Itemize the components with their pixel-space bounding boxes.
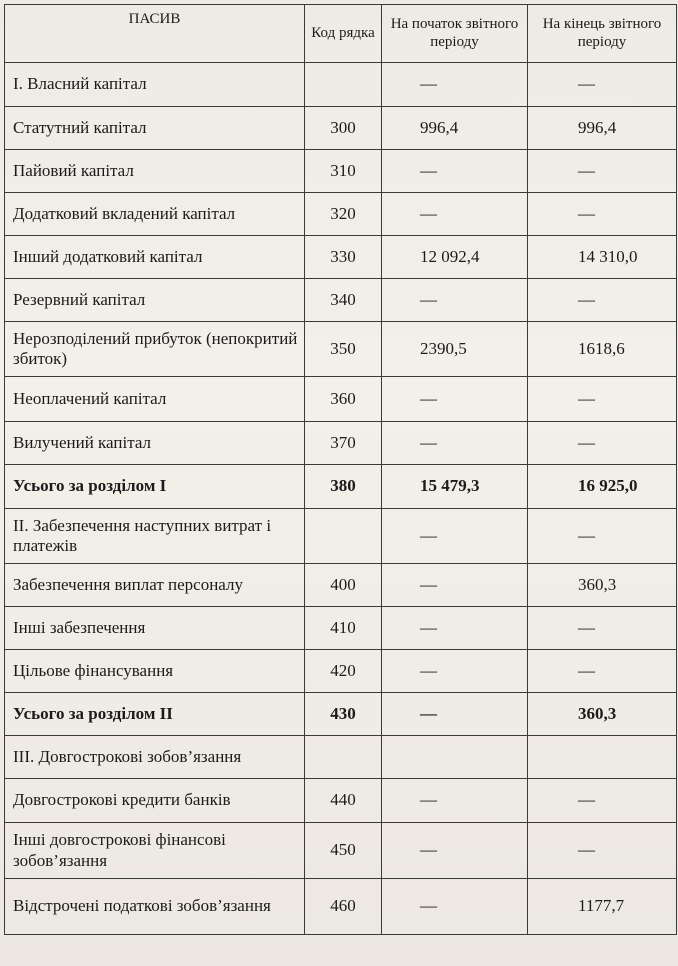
row-code: 320 [305, 193, 382, 236]
row-end: 1177,7 [528, 879, 677, 935]
row-start: — [382, 607, 528, 650]
row-name: II. Забезпечення наступних витрат і платежів [5, 509, 305, 564]
row-start: — [382, 150, 528, 193]
row-code: 440 [305, 779, 382, 823]
row-end: 14 310,0 [528, 236, 677, 279]
row-name: Цільове фінансування [5, 650, 305, 693]
row-name: Нерозподілений прибуток (непокритий збиток) [5, 322, 305, 377]
table-row [5, 564, 677, 607]
row-start: — [382, 823, 528, 879]
row-code: 400 [305, 564, 382, 607]
row-name: Інші забезпечення [5, 607, 305, 650]
row-name: Інший додатковий капітал [5, 236, 305, 279]
row-start: 996,4 [382, 107, 528, 150]
row-code: 310 [305, 150, 382, 193]
row-code: 380 [305, 465, 382, 509]
header-code: Код рядка [305, 5, 382, 63]
row-start: 12 092,4 [382, 236, 528, 279]
row-start: — [382, 422, 528, 465]
row-start: — [382, 564, 528, 607]
row-start: — [382, 377, 528, 422]
header-start: На початок звітного періоду [382, 5, 528, 63]
row-name: Вилучений капітал [5, 422, 305, 465]
row-code: 360 [305, 377, 382, 422]
table-row [5, 377, 677, 422]
row-end: — [528, 779, 677, 823]
table-row [5, 150, 677, 193]
row-start: 2390,5 [382, 322, 528, 377]
table-row-total [5, 465, 677, 509]
row-end: — [528, 509, 677, 564]
row-end: — [528, 823, 677, 879]
row-start: — [382, 279, 528, 322]
table-row [5, 107, 677, 150]
row-code [305, 736, 382, 779]
row-start: — [382, 63, 528, 107]
row-name: Резервний капітал [5, 279, 305, 322]
row-end: 360,3 [528, 564, 677, 607]
row-code: 370 [305, 422, 382, 465]
row-end: — [528, 279, 677, 322]
row-name: I. Власний капітал [5, 63, 305, 107]
row-name: Забезпечення виплат персоналу [5, 564, 305, 607]
row-end: — [528, 650, 677, 693]
row-code: 350 [305, 322, 382, 377]
table-row [5, 736, 677, 779]
row-code [305, 509, 382, 564]
row-name: Інші довгострокові фінансові зобов’язання [5, 823, 305, 879]
row-name: Довгострокові кредити банків [5, 779, 305, 823]
row-name: Неоплачений капітал [5, 377, 305, 422]
table-row [5, 650, 677, 693]
table-row [5, 322, 677, 377]
row-start: — [382, 779, 528, 823]
row-start [382, 736, 528, 779]
row-end: — [528, 607, 677, 650]
table-row [5, 279, 677, 322]
row-code: 450 [305, 823, 382, 879]
table-row [5, 509, 677, 564]
row-code: 460 [305, 879, 382, 935]
row-name: Усього за розділом I [5, 465, 305, 509]
row-end: — [528, 63, 677, 107]
table-row-total [5, 693, 677, 736]
row-start: — [382, 650, 528, 693]
row-start: — [382, 879, 528, 935]
row-end: 360,3 [528, 693, 677, 736]
row-end: — [528, 193, 677, 236]
header-end: На кінець звітного періоду [528, 5, 677, 63]
row-name: Усього за розділом II [5, 693, 305, 736]
passive-balance-table [4, 4, 677, 935]
row-end: — [528, 377, 677, 422]
row-name: Статутний капітал [5, 107, 305, 150]
table-header-row [5, 5, 677, 63]
row-end: 16 925,0 [528, 465, 677, 509]
row-name: Пайовий капітал [5, 150, 305, 193]
row-end: — [528, 150, 677, 193]
table-row [5, 193, 677, 236]
row-end: 1618,6 [528, 322, 677, 377]
row-end: — [528, 422, 677, 465]
row-start: — [382, 693, 528, 736]
row-code: 420 [305, 650, 382, 693]
row-code: 410 [305, 607, 382, 650]
row-start: 15 479,3 [382, 465, 528, 509]
table-row [5, 607, 677, 650]
header-name: ПАСИВ [5, 5, 305, 63]
row-start: — [382, 509, 528, 564]
table-row [5, 779, 677, 823]
row-start: — [382, 193, 528, 236]
row-end [528, 736, 677, 779]
row-name: Відстрочені податкові зобов’язання [5, 879, 305, 935]
row-end: 996,4 [528, 107, 677, 150]
row-code: 430 [305, 693, 382, 736]
table-row [5, 823, 677, 879]
row-code [305, 63, 382, 107]
table-row [5, 422, 677, 465]
row-code: 340 [305, 279, 382, 322]
row-name: III. Довгострокові зобов’язання [5, 736, 305, 779]
row-name: Додатковий вкладений капітал [5, 193, 305, 236]
table-row [5, 63, 677, 107]
table-row [5, 879, 677, 935]
row-code: 330 [305, 236, 382, 279]
row-code: 300 [305, 107, 382, 150]
table-row [5, 236, 677, 279]
